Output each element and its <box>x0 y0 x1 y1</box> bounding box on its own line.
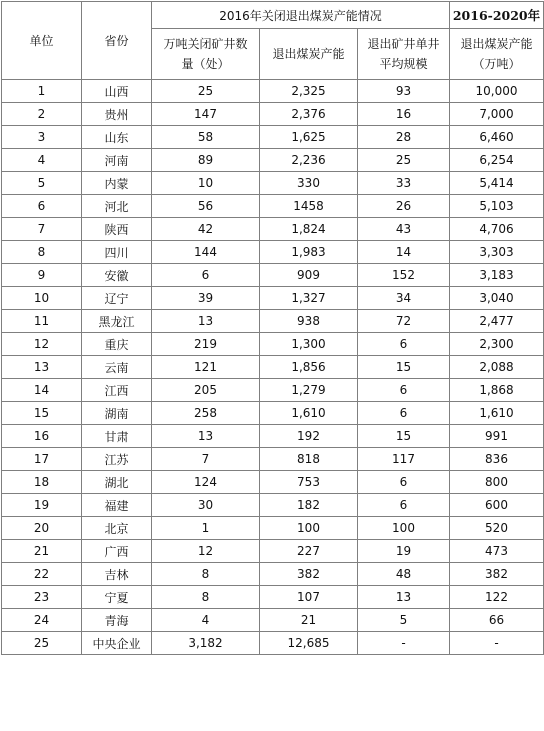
header-exit-capacity: 退出煤炭产能 <box>260 29 358 80</box>
cell-avg: 34 <box>358 287 450 310</box>
cell-avg: 13 <box>358 586 450 609</box>
cell-plan: 991 <box>450 425 544 448</box>
table-row <box>2 149 544 172</box>
cell-capacity: 21 <box>260 609 358 632</box>
cell-avg: 6 <box>358 402 450 425</box>
cell-no: 1 <box>2 80 82 103</box>
cell-plan: 1,610 <box>450 402 544 425</box>
table-header <box>2 2 544 80</box>
cell-mines: 144 <box>152 241 260 264</box>
cell-avg: 93 <box>358 80 450 103</box>
cell-capacity: 1,824 <box>260 218 358 241</box>
cell-capacity: 2,236 <box>260 149 358 172</box>
cell-province: 福建 <box>82 494 152 517</box>
table-row <box>2 425 544 448</box>
cell-avg: 6 <box>358 333 450 356</box>
cell-avg: 100 <box>358 517 450 540</box>
table-row <box>2 540 544 563</box>
cell-avg: - <box>358 632 450 655</box>
cell-no: 18 <box>2 471 82 494</box>
cell-province: 山东 <box>82 126 152 149</box>
cell-province: 四川 <box>82 241 152 264</box>
cell-avg: 33 <box>358 172 450 195</box>
cell-avg: 6 <box>358 379 450 402</box>
cell-province: 重庆 <box>82 333 152 356</box>
cell-plan: 2,300 <box>450 333 544 356</box>
cell-province: 安徽 <box>82 264 152 287</box>
header-closed-mines-label: 万吨关闭矿井数量（处） <box>163 37 248 71</box>
cell-mines: 124 <box>152 471 260 494</box>
cell-plan: 520 <box>450 517 544 540</box>
cell-capacity: 1,300 <box>260 333 358 356</box>
cell-plan: 5,414 <box>450 172 544 195</box>
cell-capacity: 938 <box>260 310 358 333</box>
table-row <box>2 103 544 126</box>
table-body <box>2 80 544 655</box>
table-row <box>2 402 544 425</box>
cell-avg: 117 <box>358 448 450 471</box>
cell-plan: 66 <box>450 609 544 632</box>
cell-mines: 1 <box>152 517 260 540</box>
cell-plan: 473 <box>450 540 544 563</box>
cell-capacity: 192 <box>260 425 358 448</box>
coal-capacity-table <box>1 1 544 655</box>
cell-mines: 4 <box>152 609 260 632</box>
table-row <box>2 333 544 356</box>
cell-province: 内蒙 <box>82 172 152 195</box>
cell-capacity: 2,325 <box>260 80 358 103</box>
cell-no: 14 <box>2 379 82 402</box>
header-unit: 单位 <box>2 2 82 80</box>
cell-no: 10 <box>2 287 82 310</box>
cell-plan: 4,706 <box>450 218 544 241</box>
cell-avg: 6 <box>358 494 450 517</box>
cell-plan: 6,254 <box>450 149 544 172</box>
cell-province: 北京 <box>82 517 152 540</box>
cell-province: 中央企业 <box>82 632 152 655</box>
cell-no: 16 <box>2 425 82 448</box>
header-group-plan: 2016-2020年 <box>450 2 544 29</box>
cell-capacity: 1,856 <box>260 356 358 379</box>
table-row <box>2 609 544 632</box>
cell-province: 江苏 <box>82 448 152 471</box>
table-row <box>2 563 544 586</box>
cell-avg: 152 <box>358 264 450 287</box>
cell-province: 辽宁 <box>82 287 152 310</box>
cell-province: 陕西 <box>82 218 152 241</box>
cell-plan: 600 <box>450 494 544 517</box>
cell-mines: 13 <box>152 425 260 448</box>
header-plan-capacity-label: 退出煤炭产能（万吨） <box>460 37 533 71</box>
cell-no: 4 <box>2 149 82 172</box>
cell-avg: 15 <box>358 356 450 379</box>
cell-capacity: 107 <box>260 586 358 609</box>
table-row <box>2 287 544 310</box>
table-row <box>2 80 544 103</box>
cell-mines: 258 <box>152 402 260 425</box>
cell-province: 宁夏 <box>82 586 152 609</box>
cell-mines: 147 <box>152 103 260 126</box>
cell-province: 贵州 <box>82 103 152 126</box>
cell-mines: 219 <box>152 333 260 356</box>
cell-capacity: 1,279 <box>260 379 358 402</box>
table-row <box>2 379 544 402</box>
cell-no: 17 <box>2 448 82 471</box>
header-group-2016: 2016年关闭退出煤炭产能情况 <box>152 2 450 29</box>
cell-province: 河北 <box>82 195 152 218</box>
table-row <box>2 632 544 655</box>
cell-province: 吉林 <box>82 563 152 586</box>
cell-avg: 14 <box>358 241 450 264</box>
cell-plan: 122 <box>450 586 544 609</box>
cell-no: 3 <box>2 126 82 149</box>
cell-capacity: 330 <box>260 172 358 195</box>
table-row <box>2 310 544 333</box>
cell-plan: - <box>450 632 544 655</box>
cell-province: 黑龙江 <box>82 310 152 333</box>
cell-plan: 800 <box>450 471 544 494</box>
cell-no: 25 <box>2 632 82 655</box>
cell-province: 湖南 <box>82 402 152 425</box>
cell-avg: 15 <box>358 425 450 448</box>
cell-mines: 121 <box>152 356 260 379</box>
cell-plan: 10,000 <box>450 80 544 103</box>
cell-mines: 56 <box>152 195 260 218</box>
cell-capacity: 2,376 <box>260 103 358 126</box>
table-row <box>2 356 544 379</box>
cell-no: 19 <box>2 494 82 517</box>
table-row <box>2 494 544 517</box>
cell-capacity: 382 <box>260 563 358 586</box>
cell-mines: 25 <box>152 80 260 103</box>
cell-plan: 3,183 <box>450 264 544 287</box>
table-row <box>2 195 544 218</box>
cell-plan: 382 <box>450 563 544 586</box>
table-row <box>2 471 544 494</box>
table-row <box>2 172 544 195</box>
cell-mines: 39 <box>152 287 260 310</box>
cell-mines: 7 <box>152 448 260 471</box>
table-row <box>2 264 544 287</box>
cell-no: 22 <box>2 563 82 586</box>
cell-plan: 836 <box>450 448 544 471</box>
cell-province: 湖北 <box>82 471 152 494</box>
cell-avg: 48 <box>358 563 450 586</box>
cell-capacity: 1458 <box>260 195 358 218</box>
cell-avg: 26 <box>358 195 450 218</box>
cell-capacity: 182 <box>260 494 358 517</box>
cell-no: 5 <box>2 172 82 195</box>
cell-capacity: 1,983 <box>260 241 358 264</box>
cell-mines: 12 <box>152 540 260 563</box>
cell-avg: 28 <box>358 126 450 149</box>
cell-plan: 5,103 <box>450 195 544 218</box>
cell-avg: 43 <box>358 218 450 241</box>
cell-province: 广西 <box>82 540 152 563</box>
cell-province: 青海 <box>82 609 152 632</box>
cell-capacity: 753 <box>260 471 358 494</box>
cell-mines: 8 <box>152 586 260 609</box>
cell-no: 11 <box>2 310 82 333</box>
cell-no: 20 <box>2 517 82 540</box>
table-row <box>2 241 544 264</box>
cell-capacity: 1,610 <box>260 402 358 425</box>
cell-avg: 6 <box>358 471 450 494</box>
cell-no: 6 <box>2 195 82 218</box>
cell-capacity: 12,685 <box>260 632 358 655</box>
cell-avg: 72 <box>358 310 450 333</box>
cell-plan: 7,000 <box>450 103 544 126</box>
header-avg-scale <box>358 29 450 80</box>
cell-province: 江西 <box>82 379 152 402</box>
cell-mines: 205 <box>152 379 260 402</box>
cell-plan: 3,303 <box>450 241 544 264</box>
cell-no: 12 <box>2 333 82 356</box>
cell-capacity: 909 <box>260 264 358 287</box>
cell-no: 13 <box>2 356 82 379</box>
cell-no: 2 <box>2 103 82 126</box>
cell-capacity: 100 <box>260 517 358 540</box>
header-province: 省份 <box>82 2 152 80</box>
cell-mines: 89 <box>152 149 260 172</box>
cell-mines: 13 <box>152 310 260 333</box>
header-plan-capacity <box>450 29 544 80</box>
table-row <box>2 517 544 540</box>
cell-no: 15 <box>2 402 82 425</box>
cell-capacity: 818 <box>260 448 358 471</box>
cell-plan: 3,040 <box>450 287 544 310</box>
cell-no: 8 <box>2 241 82 264</box>
table-row <box>2 586 544 609</box>
cell-province: 山西 <box>82 80 152 103</box>
cell-mines: 42 <box>152 218 260 241</box>
cell-mines: 6 <box>152 264 260 287</box>
table-row <box>2 126 544 149</box>
cell-avg: 25 <box>358 149 450 172</box>
cell-no: 7 <box>2 218 82 241</box>
cell-capacity: 1,327 <box>260 287 358 310</box>
header-avg-scale-label: 退出矿井单井平均规模 <box>367 37 440 71</box>
table-row <box>2 218 544 241</box>
table-row <box>2 448 544 471</box>
cell-plan: 2,088 <box>450 356 544 379</box>
cell-mines: 3,182 <box>152 632 260 655</box>
cell-mines: 30 <box>152 494 260 517</box>
cell-plan: 1,868 <box>450 379 544 402</box>
cell-mines: 58 <box>152 126 260 149</box>
cell-province: 河南 <box>82 149 152 172</box>
cell-no: 21 <box>2 540 82 563</box>
cell-plan: 2,477 <box>450 310 544 333</box>
cell-avg: 16 <box>358 103 450 126</box>
cell-plan: 6,460 <box>450 126 544 149</box>
cell-province: 甘肃 <box>82 425 152 448</box>
cell-capacity: 227 <box>260 540 358 563</box>
cell-capacity: 1,625 <box>260 126 358 149</box>
cell-no: 23 <box>2 586 82 609</box>
cell-avg: 5 <box>358 609 450 632</box>
table-container <box>1 1 544 655</box>
cell-province: 云南 <box>82 356 152 379</box>
cell-no: 9 <box>2 264 82 287</box>
header-closed-mines <box>152 29 260 80</box>
cell-mines: 8 <box>152 563 260 586</box>
cell-avg: 19 <box>358 540 450 563</box>
cell-mines: 10 <box>152 172 260 195</box>
cell-no: 24 <box>2 609 82 632</box>
